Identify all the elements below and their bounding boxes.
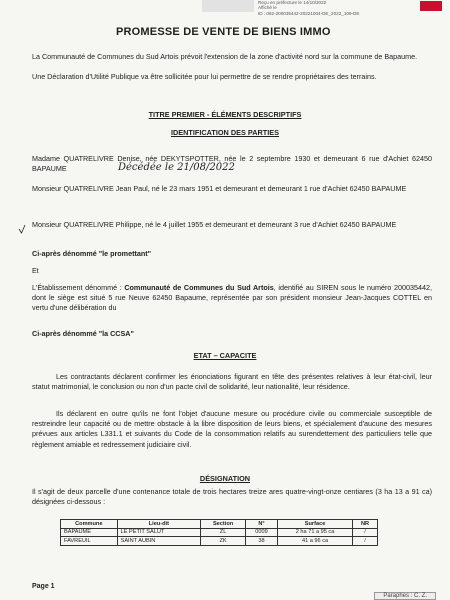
- cell-commune: FAVREUIL: [61, 537, 118, 546]
- stamp-line-3: ID : 062-200035442-20221004-DE_2022_109-DE: [258, 10, 360, 16]
- section-designation: DÉSIGNATION: [199, 474, 251, 483]
- table-row: [61, 528, 378, 537]
- col-commune: Commune: [61, 520, 118, 529]
- col-nr: NR: [353, 520, 378, 529]
- party-jean-paul: Monsieur QUATRELIVRE Jean Paul, né le 23 mars 1951 et demeurant et demeurant 1 rue d'Achiet 62450 BAPAUME: [32, 184, 407, 193]
- handwritten-check-icon: [18, 224, 26, 234]
- etat-paragraph-2: Ils déclarent en outre qu'ils ne font l'objet d'aucune mesure ou procédure civile ou commerciale susceptible de restreindre leur capacité ou de mettre obstacle à la libre disposition de leurs biens, et spécialement d'aucune des mesures prévues aux articles L331.1 et suivants du Code de la consommation relatifs au surendettement des particuliers telle que règlement amiable et redressement judiciaire civil.: [32, 409, 432, 449]
- col-surface: Surface: [278, 520, 353, 529]
- cell-surface: 2 ha 71 a 95 ca: [278, 528, 353, 537]
- stamp-grey-block: [202, 0, 254, 12]
- cell-numero: 0009: [245, 528, 277, 537]
- prefecture-stamp: [258, 0, 428, 16]
- ccsa-label: Ci-après dénommé "la CCSA": [32, 329, 134, 338]
- col-numero: N°: [245, 520, 277, 529]
- table-header-row: [61, 520, 378, 529]
- cell-numero: 38: [245, 537, 277, 546]
- parcels-table: [60, 519, 378, 546]
- cell-lieu-dit: SAINT AUBIN: [117, 537, 201, 546]
- cell-nr: /: [353, 528, 378, 537]
- intro-paragraph-2: Une Déclaration d'Utilité Publique va être sollicitée pour lui permettre de se rendre propriétaires des terrains.: [32, 72, 377, 81]
- cell-surface: 41 a 96 ca: [278, 537, 353, 546]
- paraphes-box: Paraphes : C. Z.: [374, 592, 436, 600]
- stamp-line-2: Affiché le: [258, 5, 277, 11]
- cell-section: ZK: [201, 537, 246, 546]
- section-etat-capacite: ETAT – CAPACITE: [193, 351, 257, 360]
- et-label: Et: [32, 266, 39, 275]
- section-title-premier: TITRE PREMIER - ÉLÉMENTS DESCRIPTIFS: [148, 110, 302, 119]
- section-identification: IDENTIFICATION DES PARTIES: [171, 128, 279, 137]
- designation-text: Il s'agit de deux parcelle d'une contenance totale de trois hectares treize ares quatre-vingt-onze centiares (3 ha 13 a 91 ca) désignées ci-dessous :: [32, 487, 432, 507]
- promettant-label: Ci-après dénommé "le promettant": [32, 249, 152, 258]
- party-etablissement: L'Établissement dénommé : Communauté de Communes du Sud Artois, identifié au SIREN sous le numéro 200035442, dont le siège est situé 5 rue Neuve 62450 Bapaume, représentée par son président monsieur Jean-Jacques COTTEL en vertu d'une délibération du: [32, 283, 432, 313]
- stamp-line-1: Reçu en préfecture le 14/10/2022: [258, 0, 327, 5]
- party-philippe: Monsieur QUATRELIVRE Philippe, né le 4 juillet 1955 et demeurant et demeurant 3 rue d'Achiet 62450 BAPAUME: [32, 220, 397, 229]
- cell-nr: /: [353, 537, 378, 546]
- party-denise: Madame QUATRELIVRE Denise, née DEKYTSPOTTER, née le 2 septembre 1930 et demeurant 6 rue d'Achiet 62450 BAPAUME: [32, 154, 432, 174]
- cell-commune: BAPAUME: [61, 528, 118, 537]
- stamp-red-logo: [420, 1, 442, 11]
- intro-paragraph-1: La Communauté de Communes du Sud Artois prévoit l'extension de la zone d'activité nord sur la commune de Bapaume.: [32, 52, 418, 61]
- page-number: Page 1: [32, 583, 55, 590]
- handwritten-deceased-note: Décédée le 21/08/2022: [118, 162, 235, 173]
- cell-lieu-dit: LE PETIT SALUT: [117, 528, 201, 537]
- col-section: Section: [201, 520, 246, 529]
- etat-paragraph-1: Les contractants déclarent confirmer les énonciations figurant en tête des présentes relatives à leur état-civil, leur statut matrimonial, le conclusion ou non d'un pacte civil de solidarité, leur nationalité, leur résidence.: [32, 372, 432, 392]
- table-row: [61, 537, 378, 546]
- col-lieu-dit: Lieu-dit: [117, 520, 201, 529]
- document-title: PROMESSE DE VENTE DE BIENS IMMO: [116, 26, 331, 38]
- cell-section: ZL: [201, 528, 246, 537]
